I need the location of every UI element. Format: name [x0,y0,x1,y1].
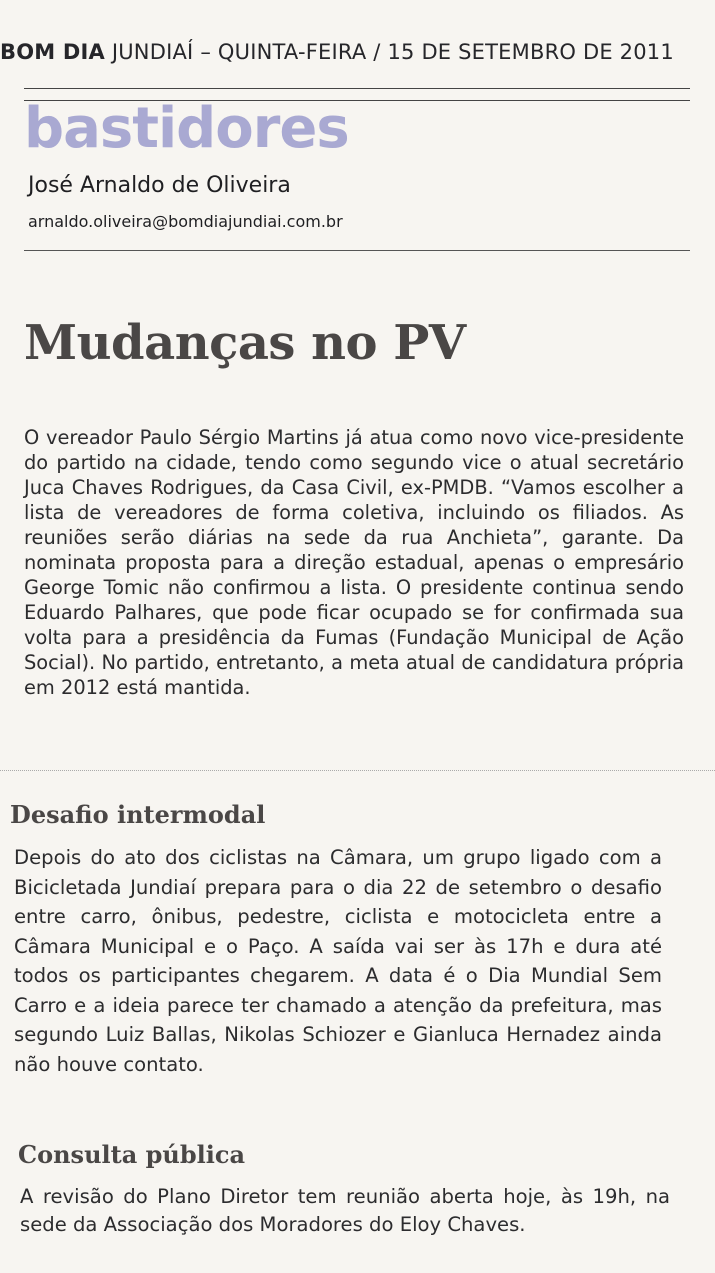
masthead [0,40,715,64]
note-paragraph: A revisão do Plano Diretor tem reunião aberta hoje, às 19h, na sede da Associação dos Moradores do Eloy Chaves. [20,1185,670,1236]
article-headline: Mudanças no PV [24,315,466,371]
author-email[interactable]: arnaldo.oliveira@bomdiajundiai.com.br [28,212,343,231]
note-paragraph: Depois do ato dos ciclistas na Câmara, um grupo ligado com a Bicicletada Jundiaí prepara para o dia 22 de setembro o desafio entre carro, ônibus, pedestre, ciclista e motocicleta entre a Câmara Municipal e o Paço. A saída vai ser às 17h e dura até todos os participantes chegarem. A data é o Dia Mundial Sem Carro e a ideia parece ter chamado a atenção da prefeitura, mas segundo Luiz Ballas, Nikolas Schiozer e Gianluca Hernadez ainda não houve contato. [14,846,662,1076]
note-title-desafio: Desafio intermodal [10,800,266,829]
note-body-consulta [20,1183,670,1239]
note-title-consulta: Consulta pública [18,1140,246,1169]
column-header-rule [24,250,690,251]
top-rule [24,88,690,89]
note-body-desafio [14,843,662,1079]
article-body [24,425,684,700]
column-author: José Arnaldo de Oliveira [28,173,291,198]
masthead-brand: BOM DIA [0,40,105,64]
column-title: bastidores [24,96,349,161]
masthead-dateline: JUNDIAÍ – QUINTA-FEIRA / 15 DE SETEMBRO DE 2011 [104,40,674,64]
article-paragraph: O vereador Paulo Sérgio Martins já atua como novo vice-presidente do partido na cidade, tendo como segundo vice o atual secretário Juca Chaves Rodrigues, da Casa Civil, ex-PMDB. “Vamos escolher a lista de vereadores de forma coletiva, incluindo os filiados. As reuniões serão diárias na sede da rua Anchieta”, garante. Da nominata proposta para a direção estadual, apenas o empresário George Tomic não confirmou a lista. O presidente continua sendo Eduardo Palhares, que pode ficar ocupado se for confirmada sua volta para a presidência da Fumas (Fundação Municipal de Ação Social). No partido, entretanto, a meta atual de candidatura própria em 2012 está mantida. [24,426,684,699]
section-divider [0,770,715,771]
